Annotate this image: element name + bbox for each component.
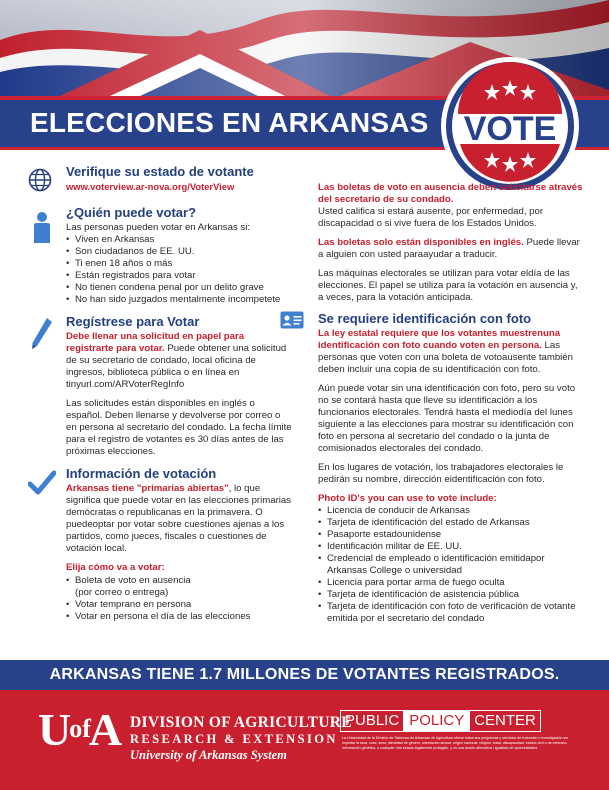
university-system: University of Arkansas System xyxy=(130,748,287,762)
info-red-lead: Arkansas tiene "primarias abiertas" xyxy=(66,483,229,494)
info-heading: Información de votación xyxy=(66,466,217,481)
list-item: • Son ciudadanos de EE. UU. xyxy=(66,246,293,258)
research-extension: RESEARCH & EXTENSION xyxy=(130,732,338,746)
list-item-note: (por correo o entrega) xyxy=(75,587,169,598)
info-text: Arkansas tiene "primarias abiertas", lo que significa que puede votar en las elecciones primarias demócratas o republicanas en la primavera. O puedeoptar por votar sobre cuestiones ajenas a los partidos, como jueces, fiscales o cuestiones de votación local. xyxy=(66,483,292,554)
register-text: Debe llenar una solicitud en papel para registrarte para votar. Puede obtener una solicitud de su secretario de condado, local oficina de ingresos, biblioteca pública o en línea en tinyurl.com/ARVoterRegInfo xyxy=(66,331,287,390)
list-item: • Tarjeta de identificación de asistencia pública xyxy=(318,589,585,601)
voterview-link[interactable]: www.voterview.ar-nova.org/VoterView xyxy=(66,181,235,192)
who-heading: ¿Quién puede votar? xyxy=(66,205,197,220)
public-policy-center-logo: PUBLIC POLICY CENTER xyxy=(340,710,572,732)
division-name: DIVISION OF AGRICULTURE xyxy=(130,714,352,731)
uofa-logo: UofA xyxy=(38,704,123,755)
registered-voters-banner: ARKANSAS TIENE 1.7 MILLONES DE VOTANTES REGISTRADOS. xyxy=(0,660,609,690)
who-list xyxy=(66,234,293,306)
list-item: • Ti enen 18 años o más xyxy=(66,258,293,270)
list-item: • Licencia de conducir de Arkansas xyxy=(318,505,585,517)
photo-id-red-lead: La ley estatal requiere que los votantes muestrenuna identificación con foto cuando voten en persona. xyxy=(318,328,561,351)
photo-id-text-2: Aún puede votar sin una identificación con foto, pero su voto no se contará hasta que lleve su identificación a los funcionarios electorales. Tendrá hasta el mediodía del lunes siguiente a las elecciones para mostrar su identificación con foto en persona al secretario del condado o la junta de comisionados electorales del condado. xyxy=(318,383,576,454)
vote-badge-text: VOTE xyxy=(463,110,557,148)
photo-id-text-3: En los lugares de votación, los trabajadores electorales le pedirán su nombre, dirección eidentificación con foto. xyxy=(318,462,564,485)
list-item: • Pasaporte estadounidense xyxy=(318,529,585,541)
absentee-section xyxy=(290,182,585,304)
list-item: • No han sido juzgados mentalmente incompetete xyxy=(66,294,293,306)
list-item: • Identificación militar de EE. UU. xyxy=(318,541,585,553)
vote-badge-logo xyxy=(440,56,580,196)
list-item: • Votar en persona el día de las elecciones xyxy=(66,611,293,623)
pen-icon xyxy=(28,316,54,352)
absentee-text: Usted califica si estará ausente, por enfermedad, por discapacidad o si vive fuera de los Estados Unidos. xyxy=(318,206,544,229)
list-item: • Tarjeta de identificación con foto de verificación de votante emitida por el secretario del condado xyxy=(318,601,585,625)
who-intro: Las personas pueden votar en Arkansas si: xyxy=(66,222,250,233)
photo-id-list xyxy=(318,505,585,625)
person-icon xyxy=(30,211,54,245)
list-item: • Boleta de voto en ausencia xyxy=(66,575,293,587)
english-only-text: Las boletas solo están disponibles en inglés. Puede llevar a alguien con usted paraayudar a traducir. xyxy=(318,237,580,260)
register-heading: Regístrese para Votar xyxy=(66,314,200,329)
register-red-lead: Debe llenar una solicitud en papel para registrarte para votar. xyxy=(66,331,245,354)
globe-icon xyxy=(28,168,52,192)
vote-options-list xyxy=(66,575,293,623)
photo-id-text: La ley estatal requiere que los votantes muestrenuna identificación con foto cuando voten en persona. Las personas que voten con una boleta de votoausente también deben incluir una copia de su identificación con foto. xyxy=(318,328,573,375)
checkmark-icon xyxy=(28,470,56,496)
photo-id-list-label: Photo ID's you can use to vote include: xyxy=(318,493,497,504)
photo-id-section xyxy=(290,311,585,625)
absentee-red-lead: Las boletas de voto en ausencia deben solicitarse através del secretario de su condado. xyxy=(318,182,583,205)
right-column xyxy=(290,182,585,631)
list-item: • Votar temprano en persona xyxy=(66,599,293,611)
register-section xyxy=(28,314,293,458)
photo-id-heading: Se requiere identificación con foto xyxy=(318,311,532,326)
list-item: • Tarjeta de identificación del estado de Arkansas xyxy=(318,517,585,529)
list-item: • Viven en Arkansas xyxy=(66,234,293,246)
list-item: • Credencial de empleado o identificación emitidapor Arkansas College o universidad xyxy=(318,553,585,577)
page-title: ELECCIONES EN ARKANSAS xyxy=(30,107,429,138)
id-card-icon xyxy=(280,311,304,329)
list-item: • No tienen condena penal por un delito grave xyxy=(66,282,293,294)
choose-label: Elija cómo va a votar: xyxy=(66,562,165,573)
machines-text: Las máquinas electorales se utilizan para votar eldía de las elecciones. El papel se utiliza para la votación en ausencia y, a veces, para la votación anticipada. xyxy=(318,268,578,303)
register-text-2: Las solicitudes están disponibles en inglés o español. Deben llenarse y devolverse por correo o en persona al secretario del condado. La fecha límite para el registro de votantes es 30 días antes de las próximas elecciones. xyxy=(66,398,292,457)
verify-section xyxy=(28,164,293,193)
left-column xyxy=(28,164,293,629)
footer xyxy=(0,690,609,790)
nondiscrimination-note: La Universidad de la División de Sistemas de Arkansas de Agricultura ofrece todos sus programas y servicios de extensión e investigación sin importar la raza, color, sexo, identidad de género, orientación sexual, origen nacional, religión, edad, discapacidad, estado civil o de veterano, información genética, o cualquier otro estado legalmente protegido, y es una acción afirmativa / igualdad de oportunidades. xyxy=(342,736,568,750)
info-section xyxy=(28,466,293,623)
verify-heading: Verifique su estado de votante xyxy=(66,164,254,179)
list-item: • Licencia para portar arma de fuego oculta xyxy=(318,577,585,589)
who-section xyxy=(28,205,293,306)
list-item: • Están registrados para votar xyxy=(66,270,293,282)
